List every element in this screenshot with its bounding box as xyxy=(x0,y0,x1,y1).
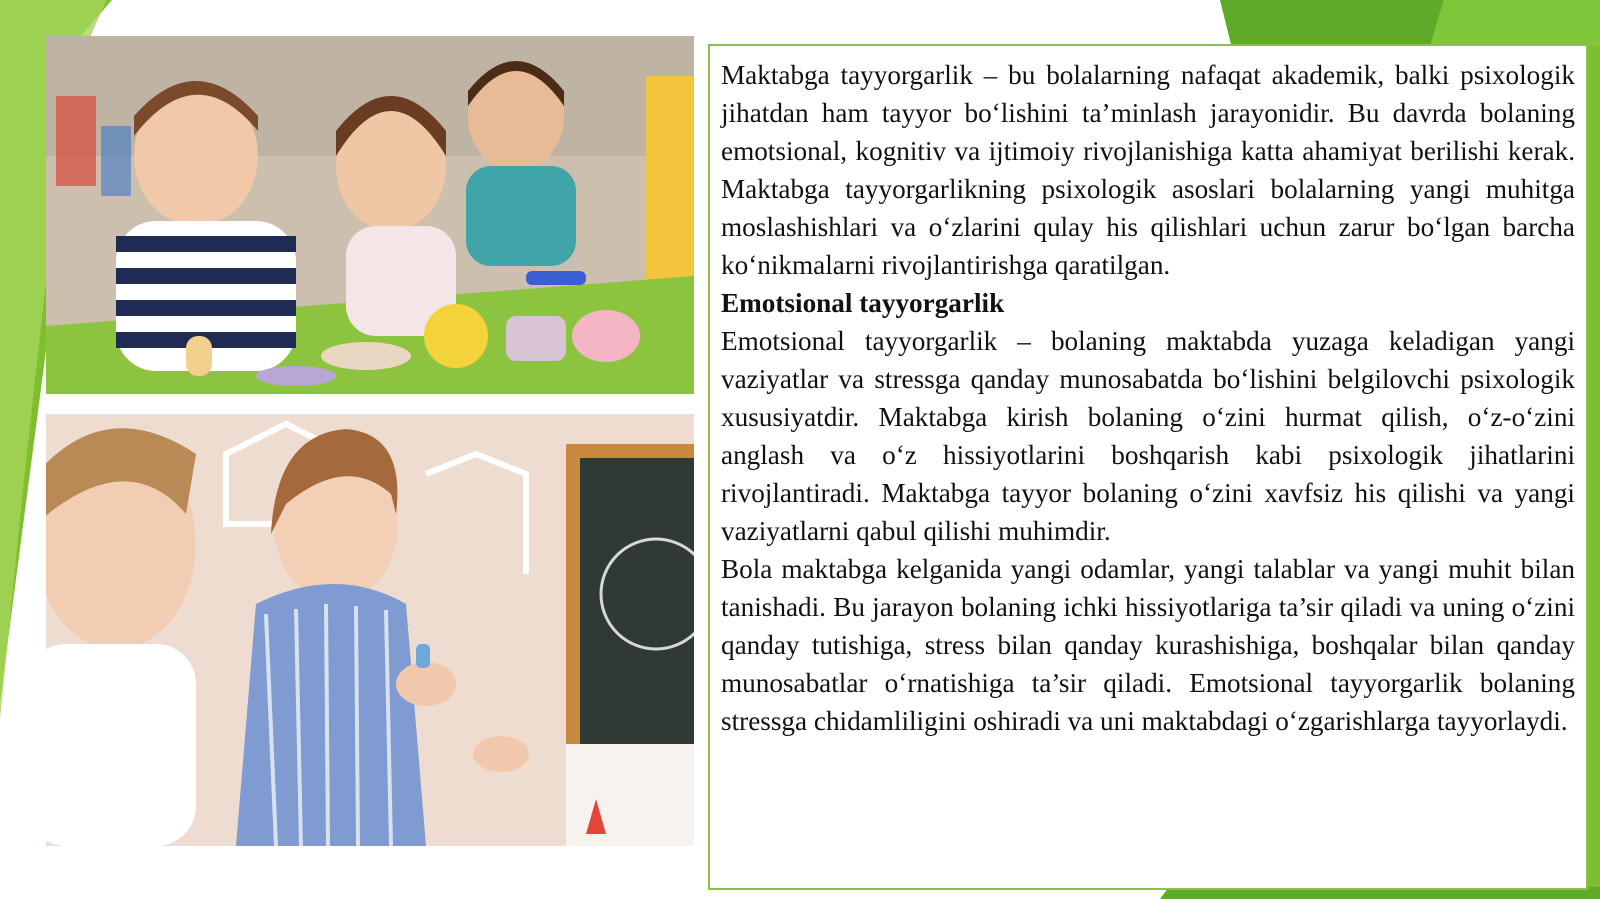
intro-paragraph: Maktabga tayyorgarlik – bu bolalarning nafaqat akademik, balki psixologik jihatdan ham tayyor bo‘lishini ta’minlash jarayonidir. Bu davrda bolaning emotsional, kognitiv va ijtimoiy rivojlanishiga katta ahamiyat berilishi kerak. Maktabga tayyorgarlikning psixologik asoslari bolalarning yangi muhitga moslashishlari va o‘zlarini qulay his qilishlari uchun zarur bo‘lgan barcha ko‘nikmalarni rivojlantirishga qaratilgan. xyxy=(721,60,1575,280)
body-paragraph-1: Emotsional tayyorgarlik – bolaning maktabda yuzaga keladigan yangi vaziyatlar va stressga qanday munosabatda bo‘lishini belgilovchi psixologik xususiyatdir. Maktabga kirish bolaning o‘zini hurmat qilish, o‘z-o‘zini anglash va o‘z hissiyotlarini boshqarish kabi psixologik jihatlarini rivojlantiradi. Maktabga tayyor bolaning o‘zini xavfsiz his qilishi va yangi vaziyatlarni qabul qilishi muhimdir. xyxy=(721,326,1575,546)
right-green-decoration xyxy=(1586,46,1600,899)
children-playing-photo xyxy=(46,36,694,394)
teacher-and-girl-photo xyxy=(46,414,694,846)
top-right-light-green-decoration xyxy=(1430,0,1600,46)
children-playing-illustration xyxy=(46,36,694,394)
teacher-and-girl-illustration xyxy=(46,414,694,846)
section-heading: Emotsional tayyorgarlik xyxy=(721,288,1005,318)
text-panel xyxy=(708,44,1588,890)
body-paragraph-2: Bola maktabga kelganida yangi odamlar, yangi talablar va yangi muhit bilan tanishadi. Bu jarayon bolaning ichki hissiyotlariga ta’sir qiladi va uning o‘zini qanday tutishiga, stress bilan qanday kurashishiga, boshqalar bilan qanday munosabatlar o‘rnatishiga ta’sir qiladi. Emotsional tayyorgarlik bolaning stressga chidamliligini oshiradi va uni maktabdagi o‘zgarishlarga tayyorlaydi. xyxy=(721,554,1575,736)
